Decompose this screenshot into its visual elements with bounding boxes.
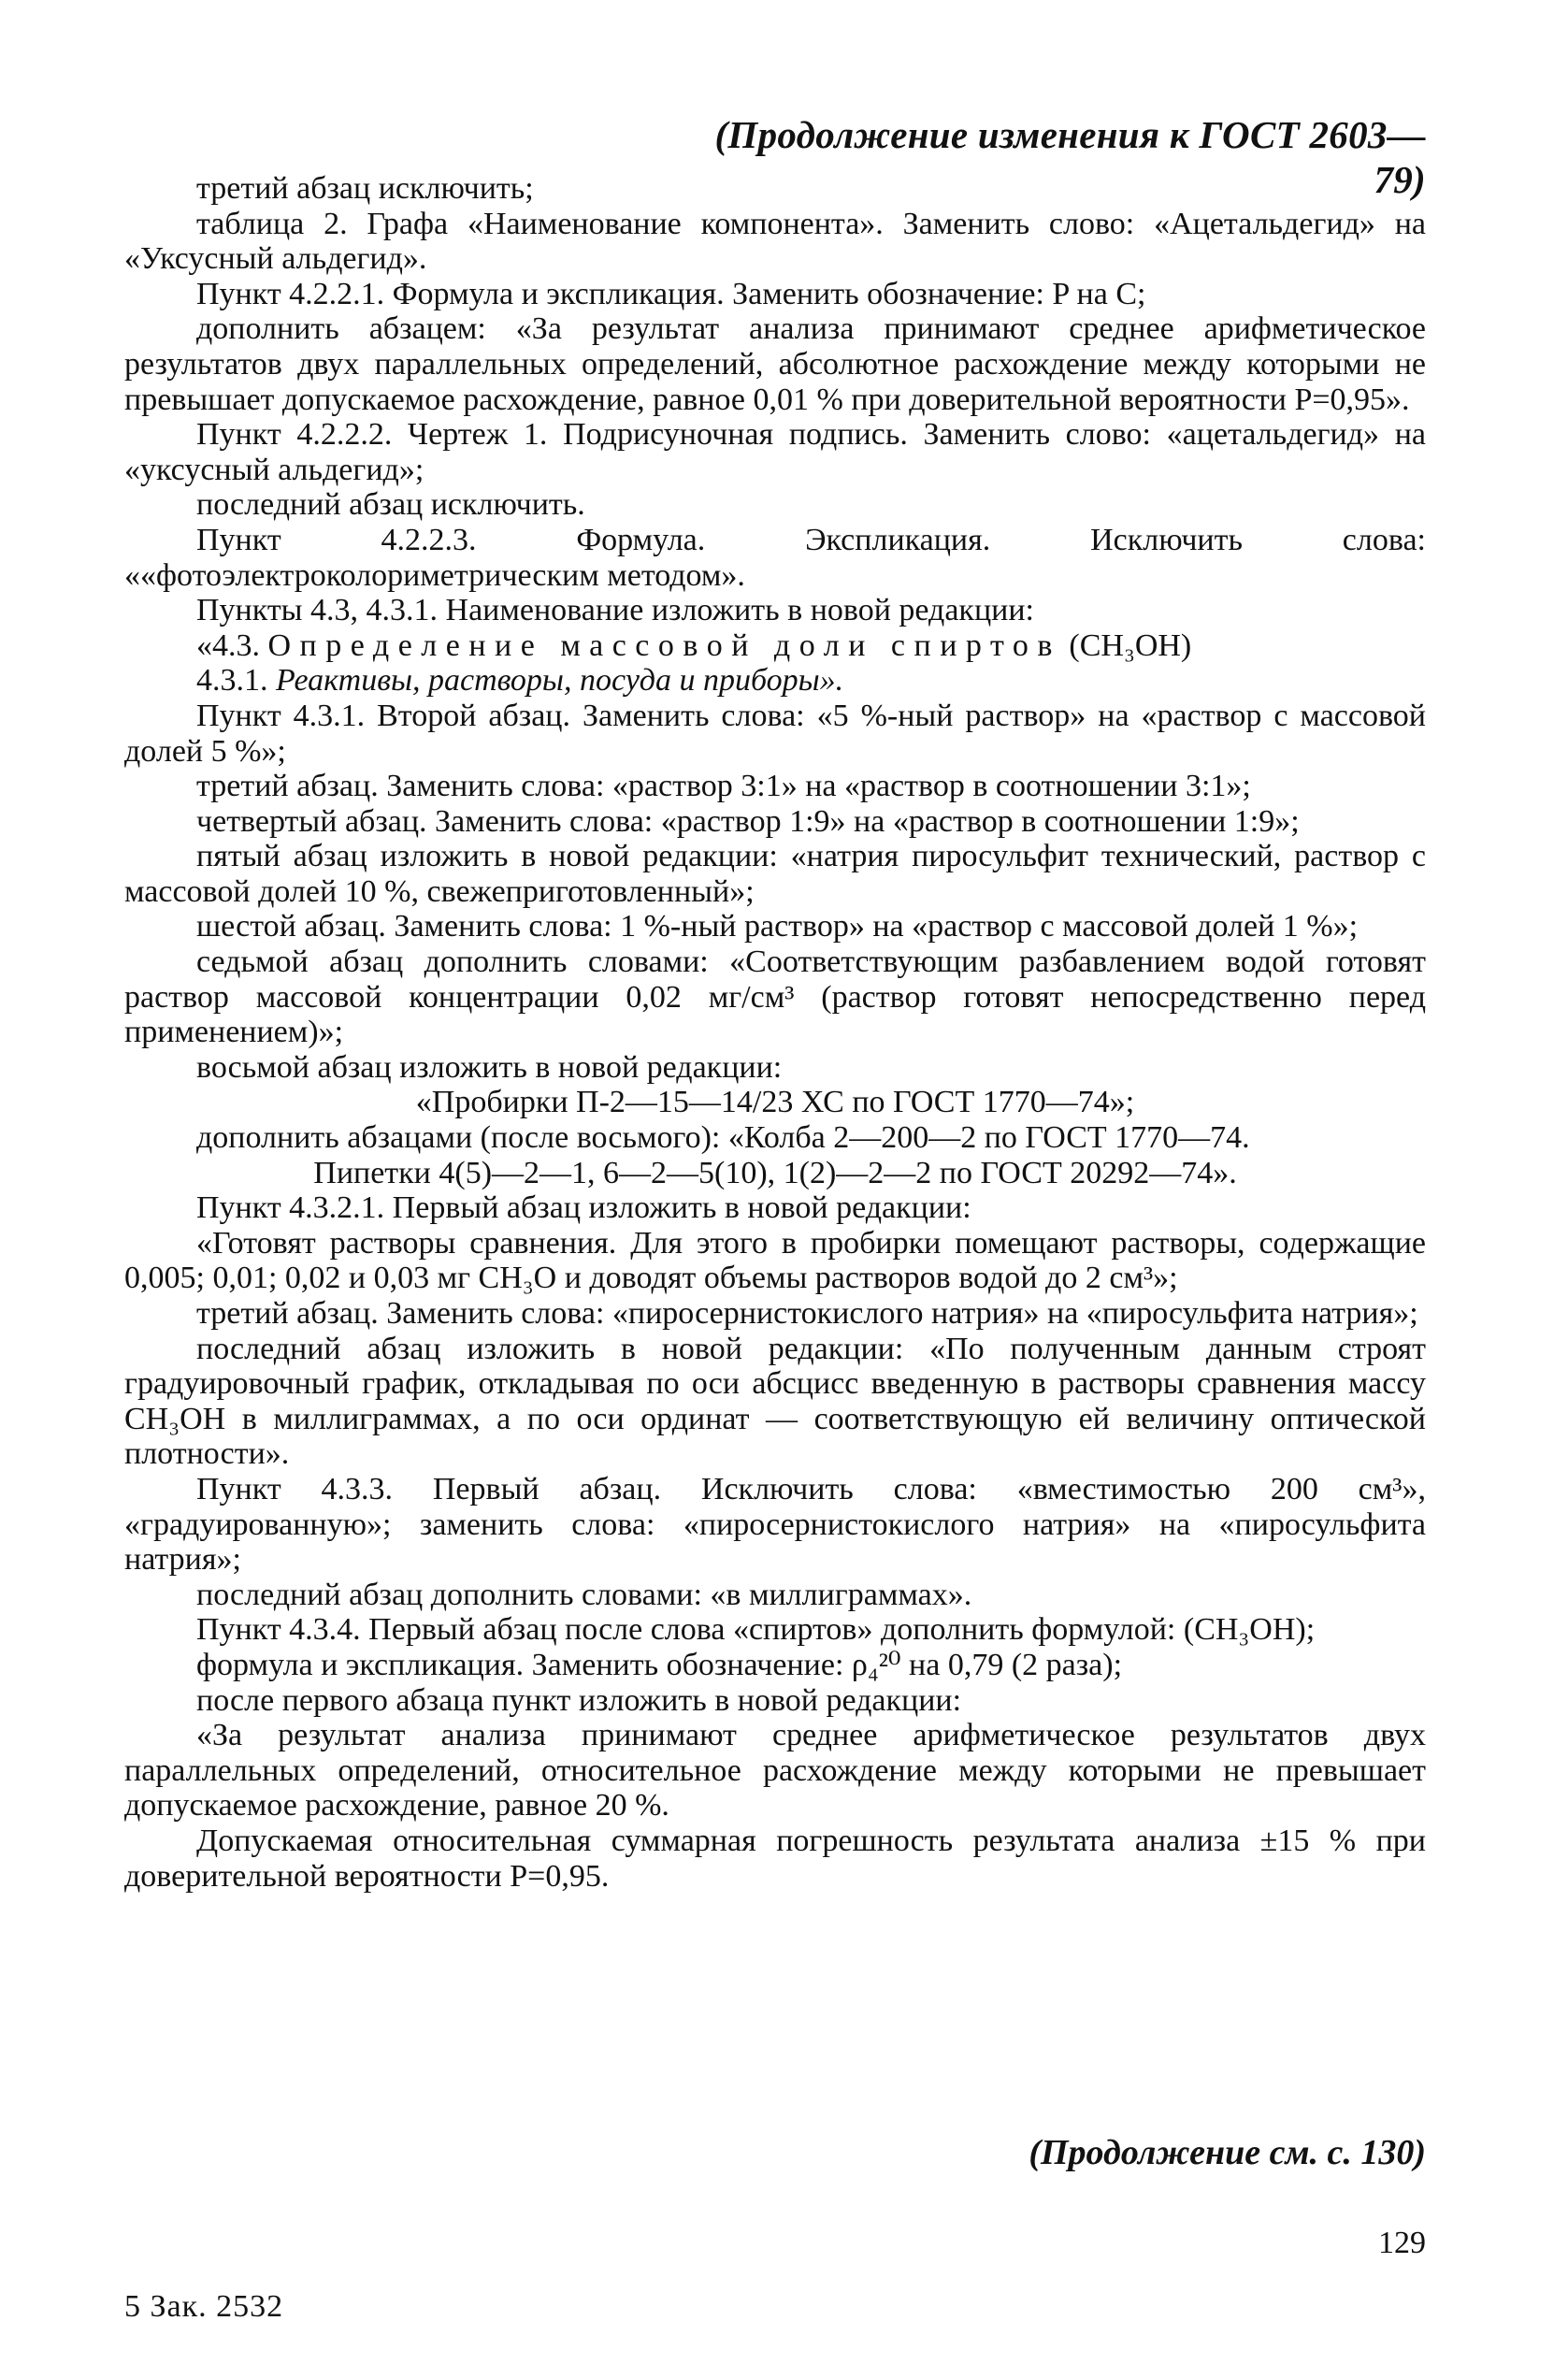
paragraph: третий абзац исключить; [196,171,534,206]
paragraph: третий абзац. Заменить слова: «раствор 3:1» на «раствор в соотношении 3:1»; [196,769,1251,804]
paragraph: последний абзац изложить в новой редакции: «По полученным данным строят градуировочный график, откладывая по оси абсцисс введенную в растворы сравнения массу CH₃OH в миллиграммах, а по оси ординат — соответствующую ей величину оптической плотности». [124,1331,1426,1472]
paragraph: Пункт 4.3.2.1. Первый абзац изложить в новой редакции: [196,1190,971,1226]
paragraph: после первого абзаца пункт изложить в новой редакции: [196,1682,962,1718]
paragraph: последний абзац дополнить словами: «в миллиграммах». [196,1577,972,1612]
centered-line: Пипетки 4(5)—2—1, 6—2—5(10), 1(2)—2—2 по ГОСТ 20292—74». [313,1155,1237,1190]
paragraph: Пункты 4.3, 4.3.1. Наименование изложить в новой редакции: [196,593,1034,628]
paragraph: дополнить абзацем: «За результат анализа принимают среднее арифметическое результатов двух параллельных определений, абсолютное расхождение между которыми не превышает допускаемое расхождение, равное 0,01 % при доверительной вероятности P=0,95». [124,311,1426,417]
paragraph: Пункт 4.2.2.1. Формула и экспликация. Заменить обозначение: P на C; [196,276,1146,311]
paragraph: шестой абзац. Заменить слова: 1 %-ный раствор» на «раствор с массовой долей 1 %»; [196,909,1359,944]
paragraph: седьмой абзац дополнить словами: «Соответствующим разбавлением водой готовят раствор массовой концентрации 0,02 мг/см³ (раствор готовят непосредственно перед применением)»; [124,944,1426,1050]
centered-line: «Пробирки П-2—15—14/23 ХС по ГОСТ 1770—74»; [415,1085,1135,1120]
subsection-number: 4.3.1. [196,663,268,699]
paragraph: Допускаемая относительная суммарная погрешность результата анализа ±15 % при доверительной вероятности P=0,95. [124,1823,1426,1894]
paragraph: Пункт 4.2.2.3. Формула. Экспликация. Исключить слова: ««фотоэлектроколориметрическим методом». [124,522,1426,593]
section-formula: (CH₃OH) [1069,627,1192,663]
section-prefix: «4.3. [196,627,260,663]
paragraph: Пункт 4.3.4. Первый абзац после слова «спиртов» дополнить формулой: (CH₃OH); [196,1612,1316,1648]
section-title [124,628,1426,664]
paragraph: таблица 2. Графа «Наименование компонента». Заменить слово: «Ацетальдегид» на «Уксусный альдегид». [124,206,1426,277]
paragraph: последний абзац исключить. [196,487,585,523]
paragraph: дополнить абзацами (после восьмого): «Колба 2—200—2 по ГОСТ 1770—74. [196,1120,1250,1156]
paragraph: «Готовят растворы сравнения. Для этого в пробирки помещают растворы, содержащие 0,005; 0,01; 0,02 и 0,03 мг CH₃O и доводят объемы растворов водой до 2 см³»; [124,1225,1426,1296]
subsection-title [124,663,1426,699]
document-body [124,171,1426,1894]
continuation-footer: (Продолжение см. с. 130) [1029,2133,1426,2172]
paragraph: пятый абзац изложить в новой редакции: «натрия пиросульфит технический, раствор с массовой долей 10 %, свежеприготовленный»; [124,839,1426,909]
paragraph: формула и экспликация. Заменить обозначение: ρ₄²⁰ на 0,79 (2 раза); [196,1647,1123,1682]
paragraph: восьмой абзац изложить в новой редакции: [196,1049,783,1085]
subsection-text: Реактивы, растворы, посуда и приборы». [276,663,844,699]
continuation-header: (Продолжение изменения к ГОСТ 2603—79) [714,113,1426,201]
page-number: 129 [1378,2226,1426,2260]
order-number: 5 Зак. 2532 [124,2289,284,2324]
paragraph: Пункт 4.2.2.2. Чертеж 1. Подрисуночная подпись. Заменить слово: «ацетальдегид» на «уксусный альдегид»; [124,417,1426,487]
paragraph: Пункт 4.3.1. Второй абзац. Заменить слова: «5 %-ный раствор» на «раствор с массовой долей 5 %»; [124,698,1426,769]
paragraph: Пункт 4.3.3. Первый абзац. Исключить слова: «вместимостью 200 см³», «градуированную»; заменить слова: «пиросернистокислого натрия» на «пиросульфита натрия»; [124,1471,1426,1578]
section-title-text: Определение массовой доли спиртов [267,627,1061,663]
paragraph: третий абзац. Заменить слова: «пиросернистокислого натрия» на «пиросульфита натрия»; [196,1296,1418,1331]
paragraph: четвертый абзац. Заменить слова: «раствор 1:9» на «раствор в соотношении 1:9»; [196,803,1300,839]
paragraph: «За результат анализа принимают среднее арифметическое результатов двух параллельных определений, относительное расхождение между которыми не превышает допускаемое расхождение, равное 20 %. [124,1718,1426,1823]
